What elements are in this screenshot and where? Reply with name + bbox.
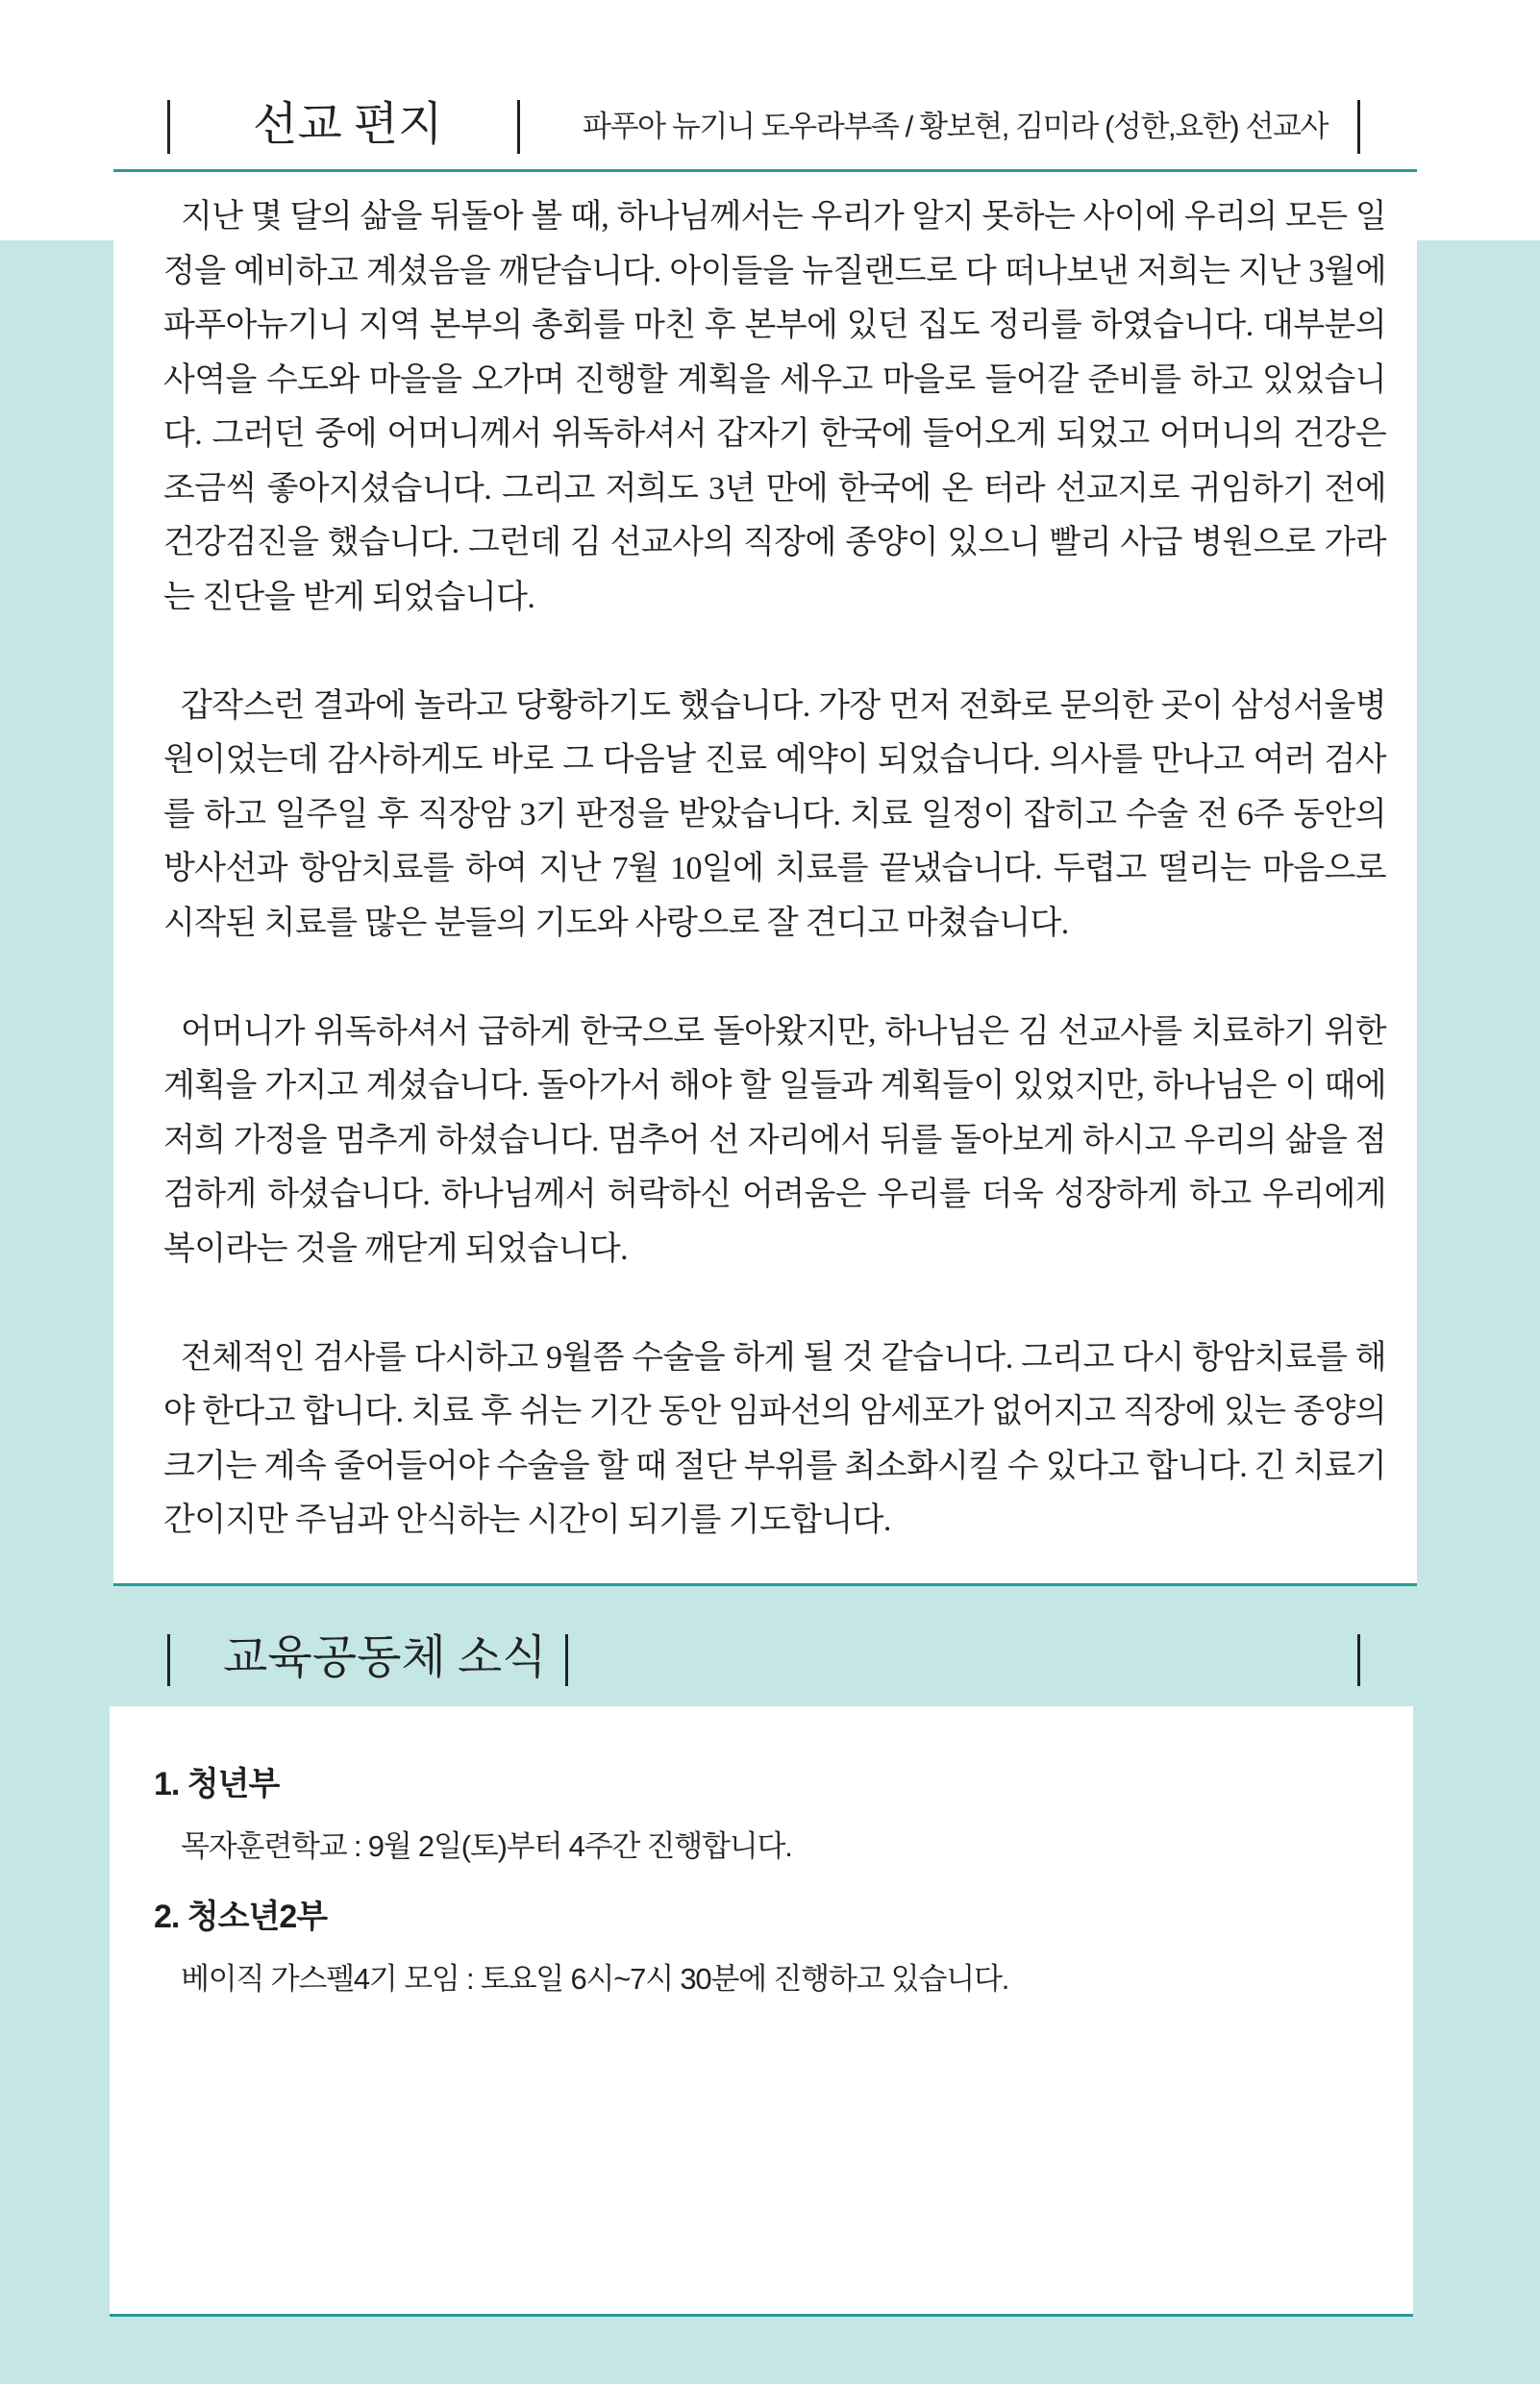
- header-divider: [565, 1634, 568, 1686]
- letter-section-title: 선교 편지: [253, 99, 443, 150]
- letter-paragraph: 어머니가 위독하셔서 급하게 한국으로 돌아왔지만, 하나님은 김 선교사를 치료하기 위한 계획을 가지고 계셨습니다. 돌아가서 해야 할 일들과 계획들이 있었지만, 하나님은 이 때에 저희 가정을 멈추게 하셨습니다. 멈추어 선 자리에서 뒤를 돌아보게 하시고 우리의 삶을 점검하게 하셨습니다. 하나님께서 허락하신 어려움은 우리를 더욱 성장하게 하고 우리에게 복이라는 것을 깨닫게 되었습니다.: [163, 1013, 1386, 1267]
- letter-section-subtitle: 파푸아 뉴기니 도우라부족 / 황보현, 김미라 (성한,요한) 선교사: [583, 110, 1329, 143]
- header-divider: [167, 1634, 170, 1686]
- letter-paragraph: 지난 몇 달의 삶을 뒤돌아 볼 때, 하나님께서는 우리가 알지 못하는 사이에 우리의 모든 일정을 예비하고 계셨음을 깨닫습니다. 아이들을 뉴질랜드로 다 떠나보낸 저희는 지난 3월에 파푸아뉴기니 지역 본부의 총회를 마친 후 본부에 있던 집도 정리를 하였습니다. 대부분의 사역을 수도와 마을을 오가며 진행할 계획을 세우고 마을로 들어갈 준비를 하고 있었습니다. 그러던 중에 어머니께서 위독하셔서 갑자기 한국에 들어오게 되었고 어머니의 건강은 조금씩 좋아지셨습니다. 그리고 저희도 3년 만에 한국에 온 터라 선교지로 귀임하기 전에 건강검진을 했습니다. 그런데 김 선교사의 직장에 종양이 있으니 빨리 사급 병원으로 가라는 진단을 받게 되었습니다.: [163, 199, 1386, 615]
- header-divider: [1357, 1634, 1360, 1686]
- news-item-heading: 1. 청년부: [154, 1766, 280, 1802]
- news-bottom-rule: [110, 2314, 1413, 2317]
- news-item-heading: 2. 청소년2부: [154, 1899, 328, 1935]
- news-item-text: 베이직 가스펠4기 모임 : 토요일 6시~7시 30분에 진행하고 있습니다.: [181, 1962, 1009, 1996]
- news-item-text: 목자훈련학교 : 9월 2일(토)부터 4주간 진행합니다.: [181, 1829, 792, 1863]
- news-body: [154, 1759, 1375, 2024]
- letter-body: [163, 190, 1386, 1602]
- letter-paragraph: 갑작스런 결과에 놀라고 당황하기도 했습니다. 가장 먼저 전화로 문의한 곳이 삼성서울병원이었는데 감사하게도 바로 그 다음날 진료 예약이 되었습니다. 의사를 만나고 여러 검사를 하고 일주일 후 직장암 3기 판정을 받았습니다. 치료 일정이 잡히고 수술 전 6주 동안의 방사선과 항암치료를 하여 지난 7월 10일에 치료를 끝냈습니다. 두렵고 떨리는 마음으로 시작된 치료를 많은 분들의 기도와 사랑으로 잘 견디고 마쳤습니다.: [163, 687, 1386, 941]
- header-divider: [167, 100, 170, 154]
- news-section-title: 교육공동체 소식: [223, 1632, 547, 1683]
- header-divider: [517, 100, 520, 154]
- letter-paragraph: 전체적인 검사를 다시하고 9월쯤 수술을 하게 될 것 같습니다. 그리고 다시 항암치료를 해야 한다고 합니다. 치료 후 쉬는 기간 동안 임파선의 암세포가 없어지고 직장에 있는 종양의 크기는 계속 줄어들어야 수술을 할 때 절단 부위를 최소화시킬 수 있다고 합니다. 긴 치료기간이지만 주님과 안식하는 시간이 되기를 기도합니다.: [163, 1339, 1386, 1538]
- header-divider: [1357, 100, 1360, 154]
